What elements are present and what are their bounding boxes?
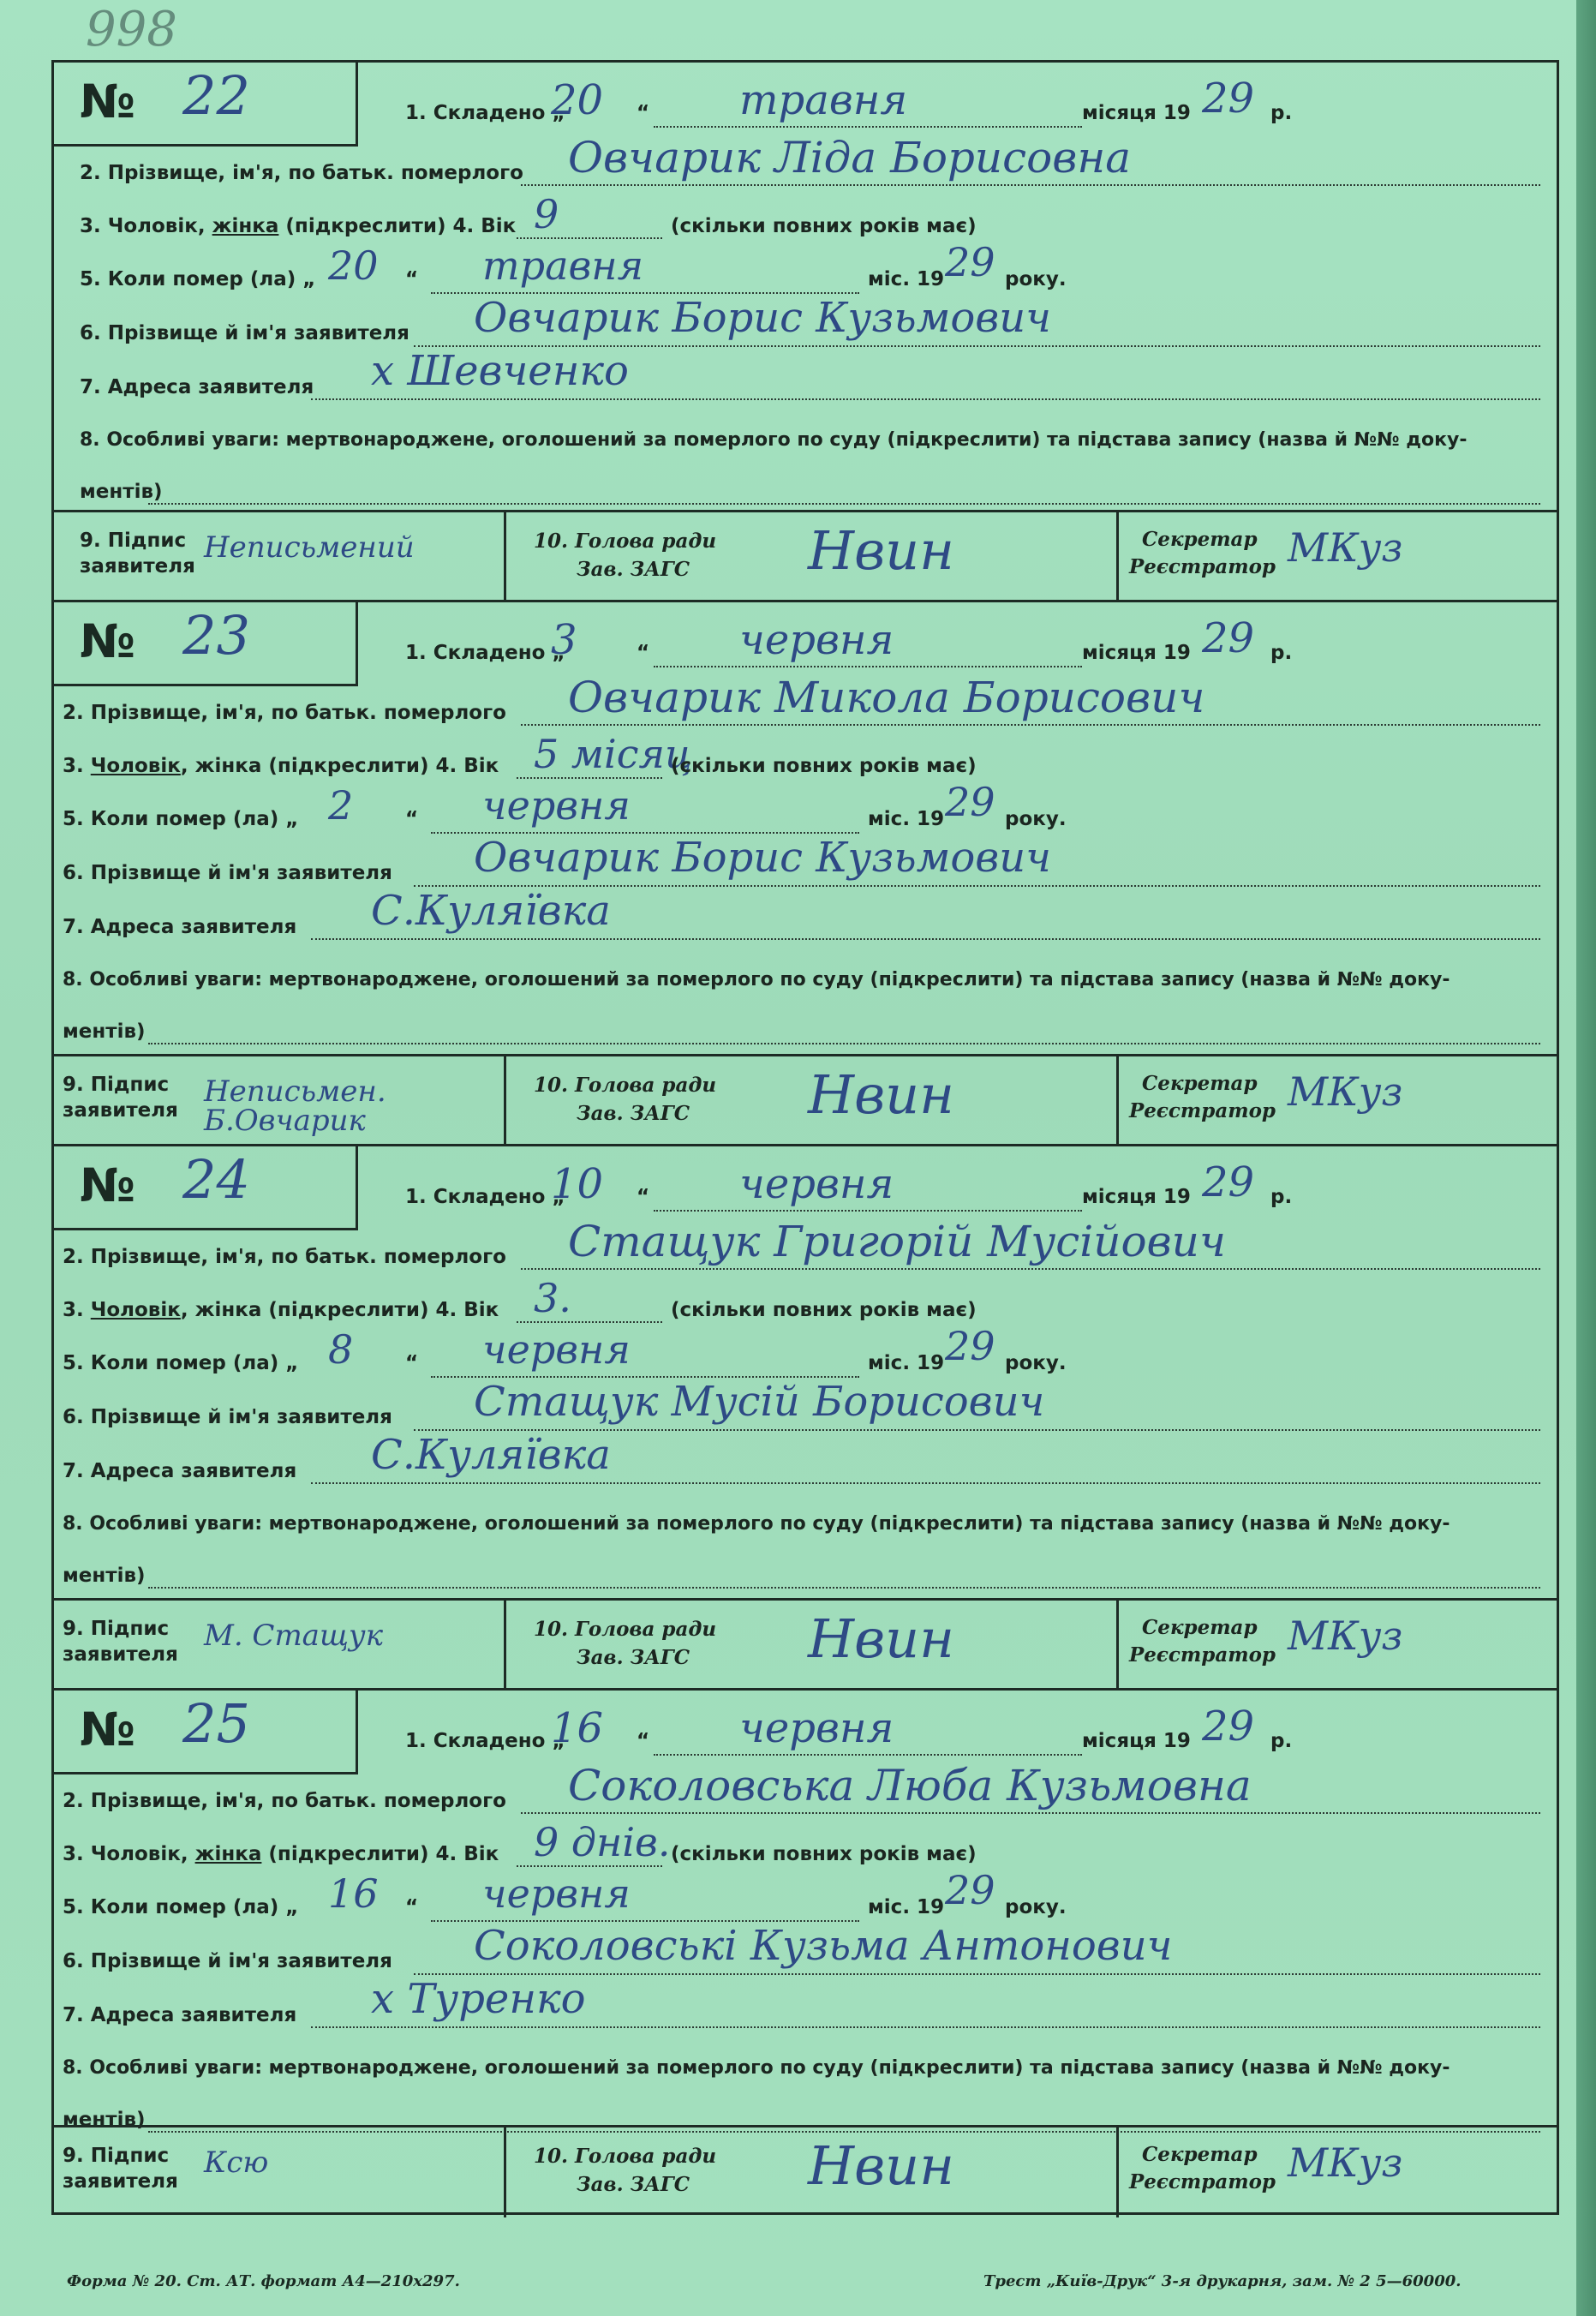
notes-label: 8. Особливі уваги: мертвонароджене, оголошений за померлого по суду (підкреслити) та підстава запису (назва й №№ доку- (63, 1513, 1450, 1535)
death-record (54, 1146, 1557, 1691)
sex-woman: жінка (194, 1299, 262, 1321)
applicant-signature-label-1: 9. Підпис (63, 1618, 170, 1640)
sex-prefix: 3. (63, 755, 84, 777)
signature-divider-2 (1116, 2127, 1119, 2217)
quote-close: “ (637, 1730, 650, 1752)
month-year-label: місяця 19 (1082, 102, 1191, 124)
applicant-name: Стащук Мусій Борисович (474, 1378, 1045, 1426)
head-signature: Нвин (808, 2134, 954, 2197)
death-year-word: року. (1005, 1896, 1067, 1918)
death-quote-close: “ (405, 1896, 419, 1918)
applicant-name: Овчарик Борис Кузьмович (474, 834, 1051, 882)
deceased-line (521, 1812, 1540, 1814)
death-date-label: 5. Коли помер (ла) „ (80, 268, 316, 290)
signature-divider-1 (504, 512, 506, 602)
record-number-box (54, 63, 358, 147)
address-value: х Туренко (371, 1975, 586, 2023)
death-mis-label: міс. 19 (868, 268, 945, 290)
applicant-label: 6. Прізвище й ім'я заявителя (80, 322, 409, 344)
head-signature: Нвин (808, 1063, 954, 1126)
month-year-label: місяця 19 (1082, 1730, 1191, 1752)
sex-prefix: 3. (63, 1299, 84, 1321)
year-r: р. (1270, 102, 1293, 124)
age-value: 5 місяц (534, 731, 693, 777)
death-year: 29 (945, 1323, 995, 1369)
composed-month: травня (739, 76, 908, 124)
head-signature: Нвин (808, 1607, 954, 1670)
deceased-name: Соколовська Люба Кузьмовна (568, 1761, 1252, 1810)
age-value: 9 днів. (534, 1819, 671, 1865)
death-year: 29 (945, 1867, 995, 1913)
quote-close: “ (637, 1186, 650, 1208)
composed-year: 29 (1202, 1703, 1255, 1750)
secretary-signature: МКуз (1288, 1068, 1403, 1115)
address-label: 7. Адреса заявителя (63, 916, 297, 938)
secretary-label-2: Реєстратор (1129, 1643, 1276, 1667)
death-month: червня (482, 1870, 631, 1917)
sex-rest: (підкреслити) 4. Вік (268, 755, 499, 777)
sex-age-label: 3. Чоловік, жінка (підкреслити) 4. Вік (63, 1299, 499, 1321)
address-value: С.Куляївка (371, 887, 611, 935)
quote-close: “ (637, 642, 650, 664)
death-year-word: року. (1005, 1352, 1067, 1374)
composed-year: 29 (1202, 75, 1255, 123)
notes-line (148, 1587, 1540, 1589)
composed-day: 3 (551, 616, 577, 664)
applicant-signature-label-1: 9. Підпис (63, 2145, 170, 2167)
death-year: 29 (945, 239, 995, 285)
notes-label: 8. Особливі уваги: мертвонароджене, оголошений за померлого по суду (підкреслити) та підстава запису (назва й №№ доку- (63, 969, 1450, 990)
notes-end-label: ментів) (63, 2109, 146, 2131)
applicant-signature-label-2: заявителя (63, 2170, 178, 2193)
death-month: червня (482, 1326, 631, 1373)
record-number: 22 (182, 64, 250, 127)
sex-woman: жінка (212, 215, 279, 237)
secretary-label-1: Секретар (1142, 1072, 1258, 1095)
applicant-signature: М. Стащук (204, 1619, 384, 1653)
composed-day: 10 (551, 1160, 604, 1208)
death-date-label: 5. Коли помер (ла) „ (63, 1352, 299, 1374)
applicant-signature-label-2: заявителя (80, 555, 195, 578)
death-quote-close: “ (405, 268, 419, 290)
secretary-signature: МКуз (1288, 1613, 1403, 1659)
applicant-label: 6. Прізвище й ім'я заявителя (63, 1406, 392, 1428)
death-date-label: 5. Коли помер (ла) „ (63, 1896, 299, 1918)
deceased-line (521, 1268, 1540, 1270)
notes-line (148, 503, 1540, 505)
signature-divider-2 (1116, 1601, 1119, 1691)
composed-label: 1. Складено „ (405, 1730, 565, 1752)
record-number-box (54, 1146, 358, 1230)
head-label-2: Зав. ЗАГС (577, 1102, 690, 1125)
death-day: 16 (328, 1870, 379, 1917)
address-line (311, 2026, 1540, 2028)
death-date-label: 5. Коли помер (ла) „ (63, 808, 299, 830)
sex-rest: (підкреслити) 4. Вік (268, 1299, 499, 1321)
record-number: 23 (182, 604, 250, 667)
composed-month-line (654, 1210, 1082, 1212)
composed-month-line (654, 1754, 1082, 1756)
head-label-2: Зав. ЗАГС (577, 1646, 690, 1669)
sex-prefix: 3. (80, 215, 101, 237)
signature-divider-2 (1116, 1056, 1119, 1146)
death-record (54, 602, 1557, 1146)
death-day: 20 (328, 242, 379, 289)
sex-rest: (підкреслити) 4. Вік (268, 1843, 499, 1865)
signature-divider-2 (1116, 512, 1119, 602)
age-line (517, 237, 662, 239)
death-quote-close: “ (405, 1352, 419, 1374)
composed-month: червня (739, 1160, 894, 1208)
deceased-name: Стащук Григорій Мусійович (568, 1217, 1226, 1266)
form-footer-right: Трест „Київ-Друк“ 3-я друкарня, зам. № 2 5—60000. (983, 2272, 1462, 2290)
applicant-signature-label-1: 9. Підпис (63, 1074, 170, 1096)
age-line (517, 1321, 662, 1323)
year-r: р. (1270, 1730, 1293, 1752)
head-label-1: 10. Голова ради (534, 1618, 717, 1641)
form-footer-left: Форма № 20. Ст. АТ. формат А4—210x297. (67, 2272, 460, 2290)
death-quote-close: “ (405, 808, 419, 830)
age-note: (скільки повних років має) (671, 1299, 977, 1321)
address-label: 7. Адреса заявителя (63, 2004, 297, 2026)
death-register-form (51, 60, 1559, 2215)
year-r: р. (1270, 642, 1293, 664)
composed-month-line (654, 666, 1082, 667)
age-line (517, 1865, 662, 1867)
secretary-label-1: Секретар (1142, 1616, 1258, 1639)
death-day: 8 (328, 1326, 354, 1373)
applicant-signature: Ксю (204, 2145, 269, 2180)
composed-month: червня (739, 616, 894, 664)
death-record (54, 1691, 1557, 2217)
notes-end-label: ментів) (63, 1020, 146, 1043)
deceased-name: Овчарик Микола Борисович (568, 673, 1205, 722)
secretary-signature: МКуз (1288, 524, 1403, 571)
sex-man: Чоловік (90, 1299, 181, 1321)
head-label-1: 10. Голова ради (534, 530, 717, 553)
death-mis-label: міс. 19 (868, 808, 945, 830)
composed-label: 1. Складено „ (405, 1186, 565, 1208)
head-label-1: 10. Голова ради (534, 2145, 717, 2168)
head-label-2: Зав. ЗАГС (577, 558, 690, 581)
notes-label: 8. Особливі уваги: мертвонароджене, оголошений за померлого по суду (підкреслити) та підстава запису (назва й №№ доку- (80, 429, 1467, 451)
number-sign: № (80, 1703, 135, 1756)
archive-page-number: 998 (86, 2, 177, 57)
sex-prefix: 3. (63, 1843, 84, 1865)
composed-month: червня (739, 1704, 894, 1752)
address-line (311, 398, 1540, 400)
age-value: 3. (534, 1275, 571, 1321)
quote-close: “ (637, 102, 650, 124)
death-mis-label: міс. 19 (868, 1896, 945, 1918)
address-label: 7. Адреса заявителя (80, 376, 314, 398)
secretary-label-2: Реєстратор (1129, 2170, 1276, 2193)
signature-divider-1 (504, 1056, 506, 1146)
composed-label: 1. Складено „ (405, 642, 565, 664)
sex-man: Чоловік (90, 1843, 181, 1865)
deceased-label: 2. Прізвище, ім'я, по батьк. померлого (63, 1246, 506, 1268)
death-mis-label: міс. 19 (868, 1352, 945, 1374)
signature-row (54, 510, 1557, 602)
sex-man: Чоловік (90, 755, 181, 777)
secretary-label-2: Реєстратор (1129, 1099, 1276, 1122)
sex-man: Чоловік (107, 215, 198, 237)
record-number-box (54, 602, 358, 686)
composed-month-line (654, 126, 1082, 128)
address-value: х Шевченко (371, 347, 629, 395)
age-value: 9 (534, 191, 559, 237)
age-line (517, 777, 662, 779)
death-month: червня (482, 782, 631, 829)
age-note: (скільки повних років має) (671, 755, 977, 777)
sex-age-label: 3. Чоловік, жінка (підкреслити) 4. Вік (80, 215, 517, 237)
death-month: травня (482, 242, 644, 289)
death-record (54, 63, 1557, 602)
applicant-signature-label-1: 9. Підпис (80, 530, 187, 552)
secretary-label-2: Реєстратор (1129, 555, 1276, 578)
secretary-label-1: Секретар (1142, 528, 1258, 551)
sex-woman: жінка (194, 755, 262, 777)
signature-row (54, 2125, 1557, 2217)
sex-woman: жінка (194, 1843, 262, 1865)
death-year-word: року. (1005, 808, 1067, 830)
composed-day: 16 (551, 1704, 604, 1752)
notes-line (148, 1043, 1540, 1044)
notes-end-label: ментів) (63, 1565, 146, 1587)
composed-label: 1. Складено „ (405, 102, 565, 124)
deceased-label: 2. Прізвище, ім'я, по батьк. померлого (80, 162, 523, 184)
deceased-line (521, 724, 1540, 726)
applicant-label: 6. Прізвище й ім'я заявителя (63, 1950, 392, 1972)
deceased-name: Овчарик Ліда Борисовна (568, 133, 1132, 183)
applicant-signature-label-2: заявителя (63, 1643, 178, 1666)
applicant-name: Соколовські Кузьма Антонович (474, 1922, 1173, 1970)
applicant-label: 6. Прізвище й ім'я заявителя (63, 862, 392, 884)
signature-divider-1 (504, 2127, 506, 2217)
head-label-2: Зав. ЗАГС (577, 2173, 690, 2196)
composed-day: 20 (551, 76, 604, 124)
sex-rest: (підкреслити) 4. Вік (285, 215, 517, 237)
address-value: С.Куляївка (371, 1431, 611, 1479)
year-r: р. (1270, 1186, 1293, 1208)
head-signature: Нвин (808, 519, 954, 582)
record-number: 25 (182, 1692, 250, 1755)
secretary-signature: МКуз (1288, 2139, 1403, 2186)
number-sign: № (80, 614, 135, 668)
deceased-line (521, 184, 1540, 186)
signature-divider-1 (504, 1601, 506, 1691)
address-line (311, 938, 1540, 940)
signature-row (54, 1598, 1557, 1691)
applicant-signature: Неписьмений (204, 530, 415, 565)
age-note: (скільки повних років має) (671, 215, 977, 237)
secretary-label-1: Секретар (1142, 2143, 1258, 2166)
month-year-label: місяця 19 (1082, 642, 1191, 664)
composed-year: 29 (1202, 1158, 1255, 1206)
notes-end-label: ментів) (80, 481, 163, 503)
death-year: 29 (945, 779, 995, 825)
sex-age-label: 3. Чоловік, жінка (підкреслити) 4. Вік (63, 755, 499, 777)
applicant-name: Овчарик Борис Кузьмович (474, 294, 1051, 342)
deceased-label: 2. Прізвище, ім'я, по батьк. померлого (63, 1790, 506, 1812)
deceased-label: 2. Прізвище, ім'я, по батьк. померлого (63, 702, 506, 724)
signature-row (54, 1054, 1557, 1146)
number-sign: № (80, 1158, 135, 1212)
record-number-box (54, 1691, 358, 1774)
sex-age-label: 3. Чоловік, жінка (підкреслити) 4. Вік (63, 1843, 499, 1865)
record-number: 24 (182, 1148, 250, 1211)
applicant-signature: Неписьмен. Б.Овчарик (204, 1074, 386, 1138)
notes-label: 8. Особливі уваги: мертвонароджене, оголошений за померлого по суду (підкреслити) та підстава запису (назва й №№ доку- (63, 2057, 1450, 2079)
head-label-1: 10. Голова ради (534, 1074, 717, 1097)
applicant-signature-label-2: заявителя (63, 1099, 178, 1122)
number-sign: № (80, 75, 135, 129)
death-day: 2 (328, 782, 354, 829)
address-label: 7. Адреса заявителя (63, 1460, 297, 1482)
composed-year: 29 (1202, 614, 1255, 662)
age-note: (скільки повних років має) (671, 1843, 977, 1865)
month-year-label: місяця 19 (1082, 1186, 1191, 1208)
address-line (311, 1482, 1540, 1484)
death-year-word: року. (1005, 268, 1067, 290)
